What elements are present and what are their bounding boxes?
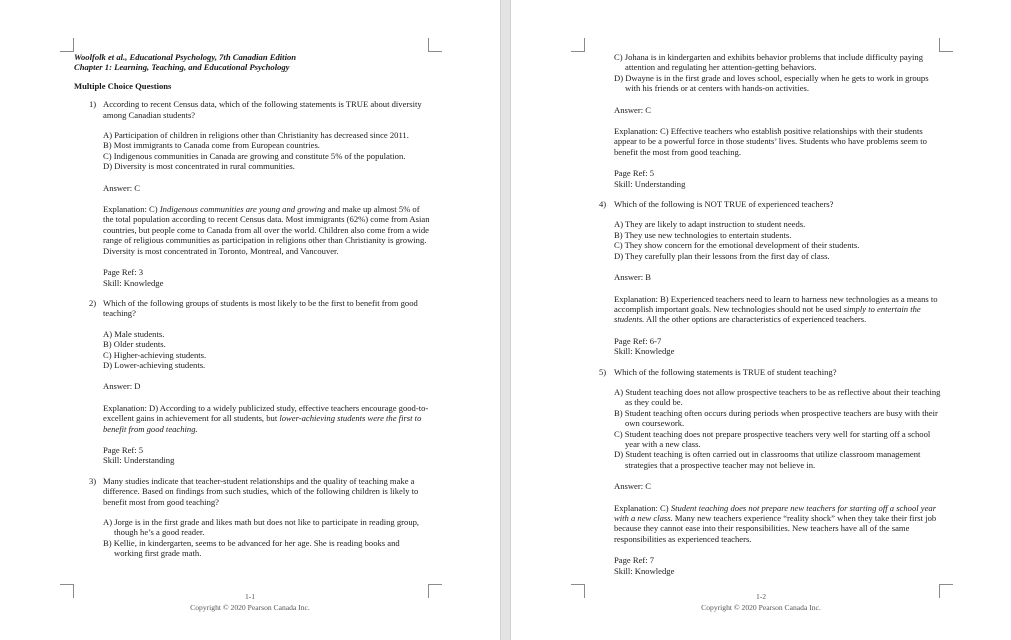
question-4 (599, 199, 941, 357)
question-text: Which of the following statements is TRUE of student teaching? (614, 366, 837, 377)
crop-mark (939, 38, 953, 52)
option: A) Participation of children in religions other than Christianity has decreased since 2011. (103, 130, 409, 141)
question-3 (74, 476, 430, 559)
option: B) Kellie, in kindergarten, seems to be advanced for her age. She is reading books and working first grade math. (103, 537, 400, 559)
question-3-continued (614, 52, 941, 189)
option: C) They show concern for the emotional development of their students. (614, 240, 860, 251)
page-ref: Page Ref: 7 (614, 555, 655, 566)
skill: Skill: Understanding (103, 455, 175, 466)
option: C) Indigenous communities in Canada are growing and constitute 5% of the population. (103, 150, 406, 161)
answer: Answer: D (103, 381, 141, 392)
page-content (599, 52, 941, 576)
question-number: 2) (89, 297, 97, 308)
question-text: Many studies indicate that teacher-student relationships and the quality of teaching make a difference. Based on findings from such studies, which of the following children is likely to benefit most from good teaching? (103, 475, 419, 507)
skill: Skill: Knowledge (614, 346, 675, 357)
explanation (614, 294, 941, 325)
page-ref: Page Ref: 6-7 (614, 335, 662, 346)
crop-mark (60, 38, 74, 52)
answer: Answer: C (614, 481, 651, 492)
question-text: According to recent Census data, which of the following statements is TRUE about diversity among Canadian students? (103, 99, 422, 120)
crop-mark (428, 38, 442, 52)
page-gutter (500, 0, 511, 640)
explanation (103, 204, 430, 256)
explanation-prefix: Explanation: B) Experienced teachers need to learn to harness new technologies as a means to accomplish important goals. New technologies should not be used (614, 293, 938, 314)
section-title: Multiple Choice Questions (74, 80, 172, 91)
question-5 (599, 366, 941, 577)
option: C) Higher-achieving students. (103, 349, 207, 360)
answer: Answer: C (614, 104, 651, 115)
explanation-rest: Many new teachers experience “reality shock” when they take their first job because they cannot ease into their responsibilities. New teachers have all of the same responsibilities as experienced teachers. (614, 513, 937, 544)
option: D) Diversity is most concentrated in rural communities. (103, 161, 295, 172)
question-text: Which of the following is NOT TRUE of experienced teachers? (614, 199, 834, 210)
option: A) Male students. (103, 328, 165, 339)
chapter-title: Chapter 1: Learning, Teaching, and Educational Psychology (74, 62, 290, 73)
option: B) Student teaching often occurs during periods when prospective teachers are busy with their own coursework. (614, 407, 938, 429)
option: A) Jorge is in the first grade and likes math but does not like to participate in reading group, though he’s a good reader. (103, 517, 420, 538)
option: D) Dwayne is in the first grade and loves school, especially when he gets to work in groups with his friends or at centers with hands-on activities. (614, 72, 929, 94)
copyright: Copyright © 2020 Pearson Canada Inc. (190, 603, 310, 612)
options-list (103, 517, 430, 559)
option: B) Older students. (103, 339, 166, 350)
document-page-1 (0, 0, 500, 640)
option: C) Johana is in kindergarten and exhibits behavior problems that include difficulty paying attention and regulating her attention-getting behaviors. (614, 52, 923, 73)
option: B) Most immigrants to Canada come from European countries. (103, 140, 320, 151)
answer: Answer: B (614, 272, 651, 283)
question-2 (74, 298, 430, 466)
explanation-emphasis: simply to entertain the students. (614, 303, 921, 325)
explanation-emphasis: lower-achieving students were the first to benefit from good teaching. (103, 413, 422, 434)
question-1 (74, 99, 430, 288)
option: D) Lower-achieving students. (103, 359, 206, 370)
explanation: Explanation: C) Effective teachers who establish positive relationships with their students appear to be a powerful force in those students’ lives. Students who have problems seem to benefit the most from good teaching. (614, 126, 927, 157)
option: C) Student teaching does not prepare prospective teachers very well for starting off a school year with a new class. (614, 428, 931, 449)
question-number: 5) (599, 366, 607, 377)
option: D) Student teaching is often carried out in classrooms that utilize classroom management strategies that a prospective teacher may not believe in. (614, 449, 921, 470)
page-content (74, 52, 430, 569)
option: A) Student teaching does not allow prospective teachers to be as reflective about their teaching as they could be. (614, 386, 941, 408)
page-ref: Page Ref: 5 (103, 444, 144, 455)
answer: Answer: C (103, 182, 140, 193)
copyright: Copyright © 2020 Pearson Canada Inc. (701, 603, 821, 612)
question-number: 3) (89, 475, 97, 486)
crop-mark (571, 38, 585, 52)
options-list (103, 329, 430, 371)
book-title: Woolfolk et al., Educational Psychology, 7th Canadian Edition (74, 52, 297, 62)
skill: Skill: Understanding (614, 178, 686, 189)
explanation (103, 403, 430, 434)
question-number: 4) (599, 199, 607, 210)
options-list (614, 387, 941, 470)
page-ref: Page Ref: 3 (103, 267, 144, 278)
options-list (103, 130, 430, 172)
question-number: 1) (89, 99, 97, 110)
explanation-emphasis: Indigenous communities are young and growing (159, 204, 326, 215)
explanation (614, 503, 941, 545)
page-number: 1-1 (244, 592, 256, 601)
explanation-emphasis: Student teaching does not prepare new teachers for starting off a school year with a new class. (614, 502, 937, 523)
question-text: Which of the following groups of students is most likely to be the first to benefit from good teaching? (103, 297, 418, 319)
skill: Skill: Knowledge (614, 565, 675, 576)
option: D) They carefully plan their lessons from the first day of class. (614, 250, 830, 261)
option: A) They are likely to adapt instruction to student needs. (614, 219, 806, 230)
explanation-rest: All the other options are characteristics of experienced teachers. (644, 314, 867, 325)
skill: Skill: Knowledge (103, 277, 164, 288)
page-ref: Page Ref: 5 (614, 168, 655, 179)
explanation-prefix: Explanation: D) According to a widely publicized study, effective teachers encourage good-to-excellent gains in achievement for all students, but (103, 402, 429, 424)
explanation-rest: and make up almost 5% of the total population according to recent Census data. Most immigrants (62%) come from Asian countries, but people come to Canada from all over the world. Children also come from a wide range of religious communities as participation in religions other than Christianity is growing. Diversity is most concentrated in Toronto, Montreal, and Vancouver. (103, 204, 430, 256)
page-number: 1-2 (755, 592, 767, 601)
option: B) They use new technologies to entertain students. (614, 229, 792, 240)
explanation-prefix: Explanation: C) (103, 204, 160, 215)
explanation-prefix: Explanation: C) (614, 502, 671, 513)
options-list (614, 219, 941, 261)
document-page-2 (511, 0, 1011, 640)
